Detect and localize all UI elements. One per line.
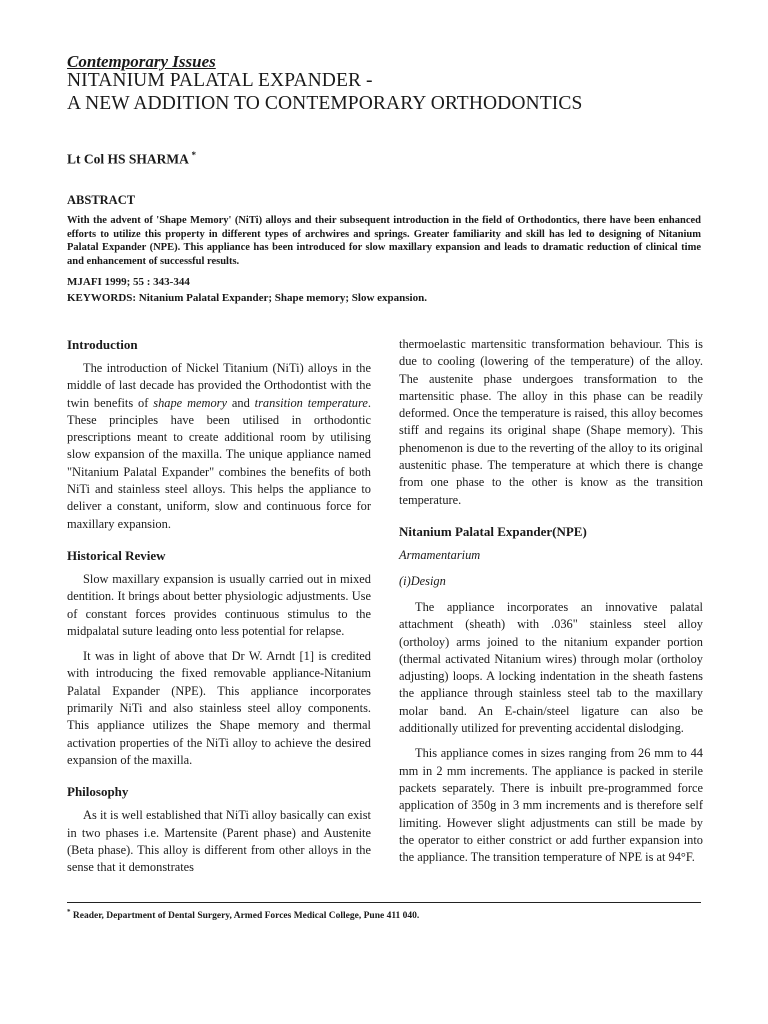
intro-text-b: and <box>226 395 255 410</box>
footnote-divider <box>67 902 701 903</box>
author-footnote-mark: * <box>191 150 197 160</box>
historical-review-heading: Historical Review <box>67 547 166 563</box>
intro-emphasis-transition-temperature: transition temperature <box>254 395 368 410</box>
abstract-heading: ABSTRACT <box>67 193 136 207</box>
title-line-1: NITANIUM PALATAL EXPANDER - <box>67 70 373 91</box>
article-title <box>67 69 707 115</box>
intro-text-c: . These principles have been utilised in orthodontic prescriptions meant to create additional room by utilising slow expansion of the maxilla. The unique appliance named "Nitanium Palatal Expander" combines the benefits of both NiTi and stainless steel alloys. This helps the appliance to deliver a constant, uniform, slow and continuous force for maxillary expansion. <box>67 395 371 531</box>
left-column <box>67 336 371 884</box>
right-column <box>399 336 703 874</box>
historical-review-paragraph-2: It was in light of above that Dr W. Arndt [1] is credited with introducing the fixed removable appliance-Nitanium Palatal Expander (NPE). This appliance incorporates primarily NiTi and also stainless steel alloy components. This appliance utilizes the Shape memory and thermal activation properties of the NiTi alloy to achieve the desired expansion of the maxilla. <box>67 649 371 767</box>
design-subheading: (i)Design <box>399 573 446 588</box>
intro-emphasis-shape-memory: shape memory <box>153 395 227 410</box>
abstract-text: With the advent of 'Shape Memory' (NiTi) alloys and their subsequent introduction in the field of Orthodontics, there have been enhanced efforts to utilize this property in different types of archwires and springs. Greater familiarity and skill has led to designing of Nitanium Palatal Expander (NPE). This appliance has been introduced for slow maxillary expansion and leads to dramatic reduction of clinical time and enhancement of successful results. <box>67 215 701 267</box>
introduction-paragraph <box>67 360 371 533</box>
historical-review-paragraph-1: Slow maxillary expansion is usually carried out in mixed dentition. It brings about better physiologic adjustments. Use of constant forces provides continuous stimulus to the midpalatal suture leading onto less potential for relapse. <box>67 571 371 638</box>
footnote-text: Reader, Department of Dental Surgery, Armed Forces Medical College, Pune 411 040. <box>72 911 420 922</box>
intro-text-a: The introduction of Nickel Titanium (NiTi) alloys in the middle of last decade has provided the Orthodontist with the twin benefits of <box>67 361 371 410</box>
footnote-mark: * <box>67 908 71 916</box>
author-name: Lt Col HS SHARMA <box>67 151 189 167</box>
author-line <box>67 150 196 168</box>
title-line-2: A NEW ADDITION TO CONTEMPORARY ORTHODONTICS <box>67 93 583 114</box>
keywords: KEYWORDS: Nitanium Palatal Expander; Shape memory; Slow expansion. <box>67 292 427 304</box>
philosophy-paragraph: As it is well established that NiTi alloy basically can exist in two phases i.e. Martensite (Parent phase) and Austenite (Beta phase). This alloy is different from other alloys in the sense that it demonstrates <box>67 808 371 875</box>
citation: MJAFI 1999; 55 : 343-344 <box>67 276 190 288</box>
design-paragraph-1: The appliance incorporates an innovative palatal attachment (sheath) with .036" stainless steel alloy (ortholoy) arms joined to the nitanium expander portion (thermal activated Nitanium wires) through molar (ortholoy adjusting) loops. A locking indentation in the sheath fastens the appliance through stainless steel tab to the maxillary molar band. An E-chain/steel ligature can also be additionally utilized for preventing accidental dislodging. <box>399 599 703 736</box>
continued-paragraph: thermoelastic martensitic transformation behaviour. This is due to cooling (lowering of the temperature) of the alloy. The austenite phase undergoes transformation to the martensitic phase. The alloy in this phase can be readily deformed. Once the temperature is raised, this alloy becomes stiff and regains its original shape (Shape memory). This phenomenon is due to the reverting of the alloy to its original austenitic phase. The temperature at which there is change from one phase to the other is know as the transition temperature. <box>399 337 703 507</box>
philosophy-heading: Philosophy <box>67 784 129 800</box>
design-paragraph-2: This appliance comes in sizes ranging from 26 mm to 44 mm in 2 mm increments. The appliance is packed in sterile packets separately. There is inbuilt pre-programmed force application of 350g in 3 mm increments and is therefore self limiting. However slight adjustments can still be made by the operator to either constrict or add further expansion into the appliance. The transition temperature of NPE is at 94°F. <box>399 746 703 865</box>
armamentarium-subheading: Armamentarium <box>399 547 481 562</box>
footnote <box>67 908 707 921</box>
section-label: Contemporary Issues <box>67 52 216 71</box>
introduction-heading: Introduction <box>67 337 138 352</box>
npe-heading: Nitanium Palatal Expander(NPE) <box>399 523 587 539</box>
